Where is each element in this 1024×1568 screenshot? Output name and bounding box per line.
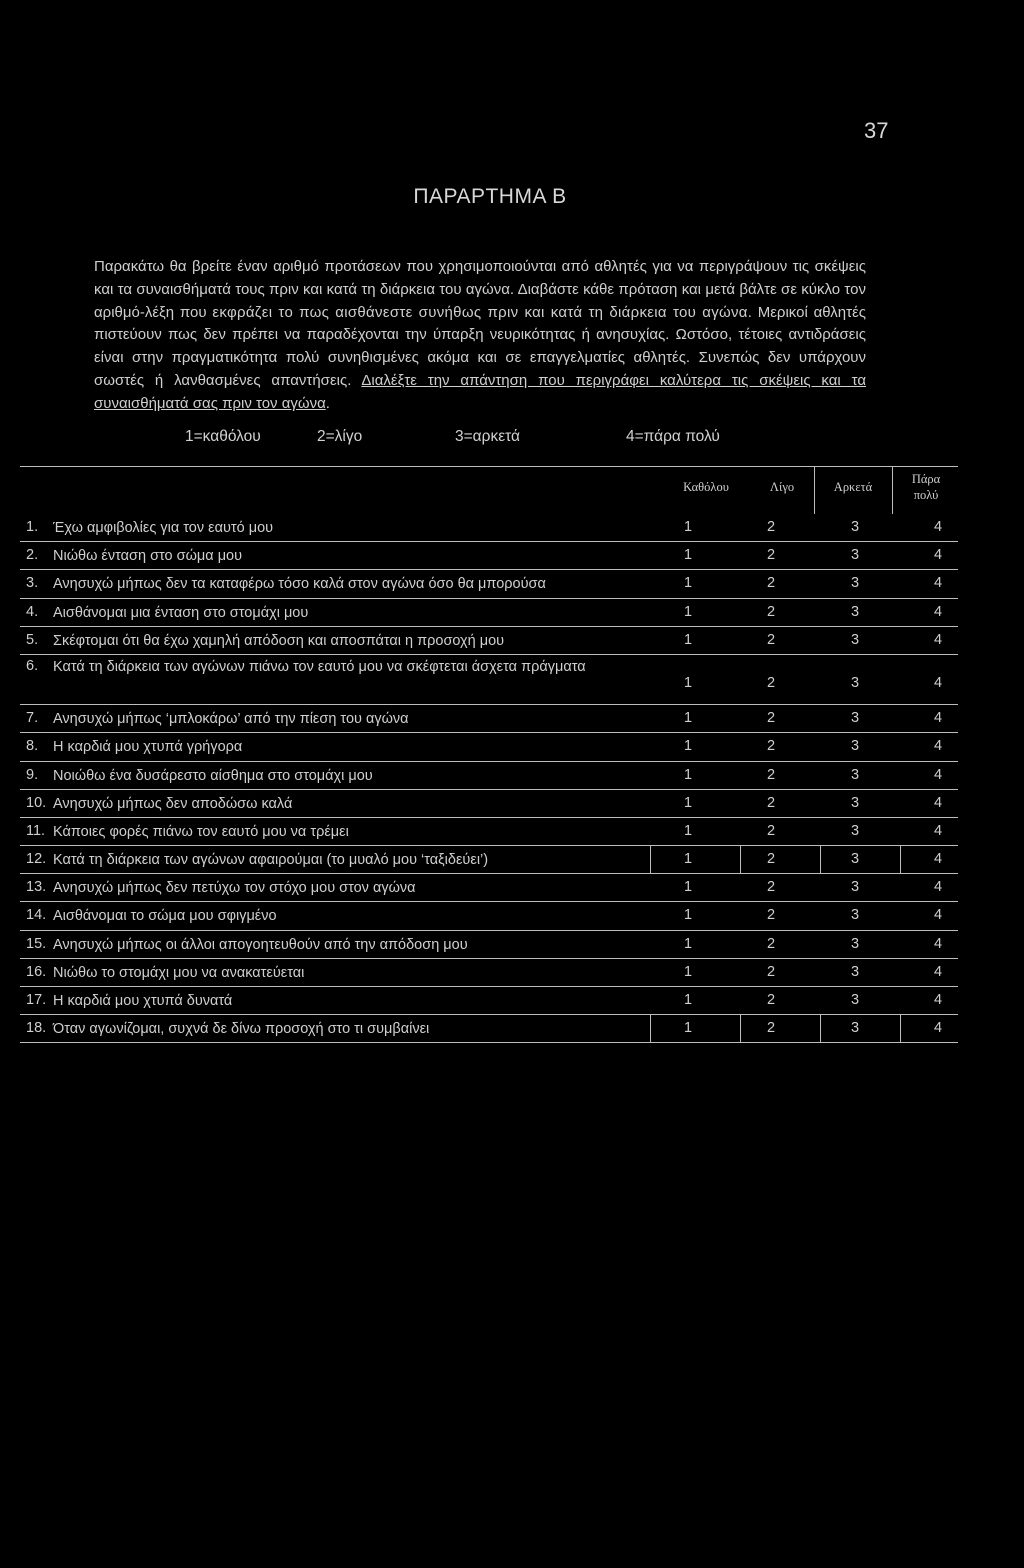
table-row (20, 846, 958, 874)
item-text: Κάποιες φορές πιάνω τον εαυτό μου να τρέμει (53, 824, 349, 840)
column-header-very-much-1: Πάρα (911, 472, 941, 486)
rating-option-4[interactable]: 4 (933, 547, 943, 563)
rating-option-4[interactable]: 4 (933, 519, 943, 535)
item-text: Αισθάνομαι μια ένταση στο στομάχι μου (53, 605, 309, 621)
column-header-very-much-2: πολύ (913, 488, 939, 502)
item-number: 1. (26, 519, 39, 535)
instructions-text-1: Παρακάτω θα βρείτε έναν αριθμό προτάσεων που χρησιμοποιούνται από αθλητές για να περιγράψουν τις σκέψεις και τα συναισθήματά τους πριν και κατά τη διάρκεια του αγώνα. Διαβάστε κάθε πρόταση και μετά βάλτε σε κύκλο τον αριθμό-λέξη που (94, 258, 866, 321)
rating-option-1[interactable]: 1 (683, 907, 693, 923)
page-number: 37 (864, 118, 889, 143)
item-number: 8. (26, 738, 39, 754)
rating-option-2[interactable]: 2 (766, 767, 776, 783)
rating-option-3[interactable]: 3 (850, 823, 860, 839)
rating-option-3[interactable]: 3 (850, 936, 860, 952)
rating-option-1[interactable]: 1 (683, 575, 693, 591)
rating-option-3[interactable]: 3 (850, 795, 860, 811)
item-text: Νιώθω ένταση στο σώμα μου (53, 548, 243, 564)
table-row (20, 542, 958, 570)
rating-option-2[interactable]: 2 (766, 675, 776, 691)
item-number: 4. (26, 604, 39, 620)
rating-option-3[interactable]: 3 (850, 519, 860, 535)
item-number: 14. (26, 907, 47, 923)
rating-option-1[interactable]: 1 (683, 823, 693, 839)
rating-option-2[interactable]: 2 (766, 604, 776, 620)
cell-divider (900, 1015, 901, 1043)
item-number: 13. (26, 879, 47, 895)
instructions-paragraph (94, 256, 866, 416)
rating-option-2[interactable]: 2 (766, 710, 776, 726)
rating-option-1[interactable]: 1 (683, 936, 693, 952)
item-number: 2. (26, 547, 39, 563)
rating-option-4[interactable]: 4 (933, 936, 943, 952)
item-text: Νοιώθω ένα δυσάρεστο αίσθημα στο στομάχι μου (53, 768, 373, 784)
column-header-divider-1 (814, 466, 815, 514)
rating-option-4[interactable]: 4 (933, 632, 943, 648)
rating-option-4[interactable]: 4 (933, 795, 943, 811)
table-row (20, 705, 958, 733)
rating-option-2[interactable]: 2 (766, 823, 776, 839)
column-header-none: Καθόλου (683, 480, 729, 494)
rating-option-4[interactable]: 4 (933, 675, 943, 691)
item-text: Κατά τη διάρκεια των αγώνων πιάνω τον εαυτό μου να σκέφτεται άσχετα πράγματα (53, 659, 586, 675)
rating-option-1[interactable]: 1 (683, 879, 693, 895)
rating-option-2[interactable]: 2 (766, 519, 776, 535)
table-row (20, 570, 958, 599)
rating-option-3[interactable]: 3 (850, 604, 860, 620)
rating-option-1[interactable]: 1 (683, 519, 693, 535)
rating-option-3[interactable]: 3 (850, 851, 860, 867)
rating-option-2[interactable]: 2 (766, 936, 776, 952)
table-row (20, 599, 958, 627)
rating-option-2[interactable]: 2 (766, 632, 776, 648)
item-number: 7. (26, 710, 39, 726)
rating-option-4[interactable]: 4 (933, 767, 943, 783)
table-row (20, 902, 958, 931)
rating-option-3[interactable]: 3 (850, 964, 860, 980)
item-text: Κατά τη διάρκεια των αγώνων αφαιρούμαι (το μυαλό μου ‘ταξιδεύει’) (53, 852, 489, 868)
table-row (20, 931, 958, 959)
item-text: Νιώθω το στομάχι μου να ανακατεύεται (53, 965, 305, 981)
rating-option-3[interactable]: 3 (850, 710, 860, 726)
item-text: Ανησυχώ μήπως δεν πετύχω τον στόχο μου στον αγώνα (53, 880, 416, 896)
rating-option-4[interactable]: 4 (933, 604, 943, 620)
rating-option-1[interactable]: 1 (683, 675, 693, 691)
table-top-border (20, 466, 958, 467)
column-header-divider-2 (892, 466, 893, 514)
rating-option-2[interactable]: 2 (766, 575, 776, 591)
item-text: Η καρδιά μου χτυπά δυνατά (53, 993, 233, 1009)
cell-divider (900, 846, 901, 874)
item-number: 9. (26, 767, 39, 783)
item-number: 10. (26, 795, 47, 811)
rating-option-2[interactable]: 2 (766, 964, 776, 980)
instructions-underlined-text: Διαλέξτε την απάντηση που περιγράφει καλύτερα τις σκέψεις και τα συναισθήματά σας πριν τον αγώνα (94, 371, 866, 412)
rating-option-4[interactable]: 4 (933, 964, 943, 980)
rating-option-1[interactable]: 1 (683, 767, 693, 783)
cell-divider (740, 1015, 741, 1043)
rating-option-4[interactable]: 4 (933, 575, 943, 591)
rating-option-3[interactable]: 3 (850, 767, 860, 783)
table-row (20, 627, 958, 655)
rating-option-3[interactable]: 3 (850, 907, 860, 923)
row-divider (20, 1042, 958, 1043)
rating-option-2[interactable]: 2 (766, 907, 776, 923)
rating-option-3[interactable]: 3 (850, 992, 860, 1008)
item-text: Η καρδιά μου χτυπά γρήγορα (53, 739, 243, 755)
rating-option-3[interactable]: 3 (850, 738, 860, 754)
rating-option-4[interactable]: 4 (933, 1020, 943, 1036)
rating-option-3[interactable]: 3 (850, 575, 860, 591)
rating-option-4[interactable]: 4 (933, 879, 943, 895)
item-number: 5. (26, 632, 39, 648)
rating-option-3[interactable]: 3 (850, 1020, 860, 1036)
rating-option-2[interactable]: 2 (766, 851, 776, 867)
cell-divider (820, 846, 821, 874)
scale-item-4: 4=πάρα πολύ (626, 428, 720, 445)
column-header-quite: Αρκετά (833, 480, 873, 494)
rating-option-3[interactable]: 3 (850, 879, 860, 895)
rating-option-1[interactable]: 1 (683, 851, 693, 867)
item-number: 18. (26, 1020, 47, 1036)
rating-option-2[interactable]: 2 (766, 992, 776, 1008)
item-text: Σκέφτομαι ότι θα έχω χαμηλή απόδοση και αποσπάται η προσοχή μου (53, 633, 505, 649)
item-text: Αισθάνομαι το σώμα μου σφιγμένο (53, 908, 277, 924)
rating-option-1[interactable]: 1 (683, 992, 693, 1008)
table-row (20, 762, 958, 790)
item-text: Ανησυχώ μήπως ‘μπλοκάρω’ από την πίεση του αγώνα (53, 711, 409, 727)
rating-option-4[interactable]: 4 (933, 907, 943, 923)
instructions-text-2: . Μερικοί αθλητές πιστεύουν πως δεν πρέπει να παραδέχονται την ύπαρξη νευρικότητας ή ανησυχίας. Ωστόσο, τέτοιες αντιδράσεις είναι στην πραγματικότητα πολύ συνηθισμένες ακόμα και σε επαγγελματίες αθλητές. Συνεπώς δεν υπάρχουν σωστές ή λανθασμένες απαντήσεις. (94, 303, 866, 389)
item-number: 3. (26, 575, 39, 591)
table-row (20, 655, 958, 705)
rating-option-3[interactable]: 3 (850, 632, 860, 648)
rating-option-4[interactable]: 4 (933, 992, 943, 1008)
table-row (20, 514, 958, 542)
rating-option-1[interactable]: 1 (683, 604, 693, 620)
rating-option-1[interactable]: 1 (683, 1020, 693, 1036)
instructions-end: . (325, 394, 330, 412)
rating-option-2[interactable]: 2 (766, 738, 776, 754)
scale-item-2: 2=λίγο (317, 428, 363, 445)
table-row (20, 790, 958, 818)
table-row (20, 1015, 958, 1043)
rating-option-2[interactable]: 2 (766, 879, 776, 895)
rating-option-1[interactable]: 1 (683, 964, 693, 980)
column-header-little: Λίγο (769, 480, 795, 494)
scale-item-3: 3=αρκετά (455, 428, 520, 445)
instructions-bold-text: εκφράζει το πως αισθάνεστε συνήθως πριν και κατά τη διάρκεια του αγώνα (212, 303, 748, 321)
rating-option-1[interactable]: 1 (683, 547, 693, 563)
rating-option-2[interactable]: 2 (766, 1020, 776, 1036)
rating-option-2[interactable]: 2 (766, 547, 776, 563)
rating-option-4[interactable]: 4 (933, 710, 943, 726)
table-row (20, 874, 958, 902)
item-number: 11. (26, 823, 46, 839)
item-number: 17. (26, 992, 47, 1008)
rating-option-3[interactable]: 3 (850, 675, 860, 691)
item-text: Όταν αγωνίζομαι, συχνά δε δίνω προσοχή στο τι συμβαίνει (53, 1021, 430, 1037)
item-number: 15. (26, 936, 47, 952)
appendix-title: ΠΑΡΑΡΤΗΜΑ Β (413, 185, 567, 208)
cell-divider (650, 1015, 651, 1043)
item-number: 16. (26, 964, 47, 980)
table-row (20, 987, 958, 1015)
cell-divider (650, 846, 651, 874)
item-text: Έχω αμφιβολίες για τον εαυτό μου (53, 520, 274, 536)
item-text: Ανησυχώ μήπως δεν τα καταφέρω τόσο καλά στον αγώνα όσο θα μπορούσα (53, 576, 546, 592)
item-number: 6. (26, 658, 39, 674)
rating-option-4[interactable]: 4 (933, 823, 943, 839)
item-text: Ανησυχώ μήπως δεν αποδώσω καλά (53, 796, 293, 812)
rating-option-4[interactable]: 4 (933, 738, 943, 754)
table-row (20, 959, 958, 987)
table-row (20, 733, 958, 762)
rating-option-3[interactable]: 3 (850, 547, 860, 563)
item-text: Ανησυχώ μήπως οι άλλοι απογοητευθούν από την απόδοση μου (53, 937, 468, 953)
rating-option-4[interactable]: 4 (933, 851, 943, 867)
rating-option-1[interactable]: 1 (683, 795, 693, 811)
rating-option-1[interactable]: 1 (683, 738, 693, 754)
rating-option-1[interactable]: 1 (683, 632, 693, 648)
cell-divider (740, 846, 741, 874)
scale-item-1: 1=καθόλου (185, 428, 261, 445)
rating-option-1[interactable]: 1 (683, 710, 693, 726)
cell-divider (820, 1015, 821, 1043)
item-number: 12. (26, 851, 47, 867)
rating-option-2[interactable]: 2 (766, 795, 776, 811)
table-row (20, 818, 958, 846)
